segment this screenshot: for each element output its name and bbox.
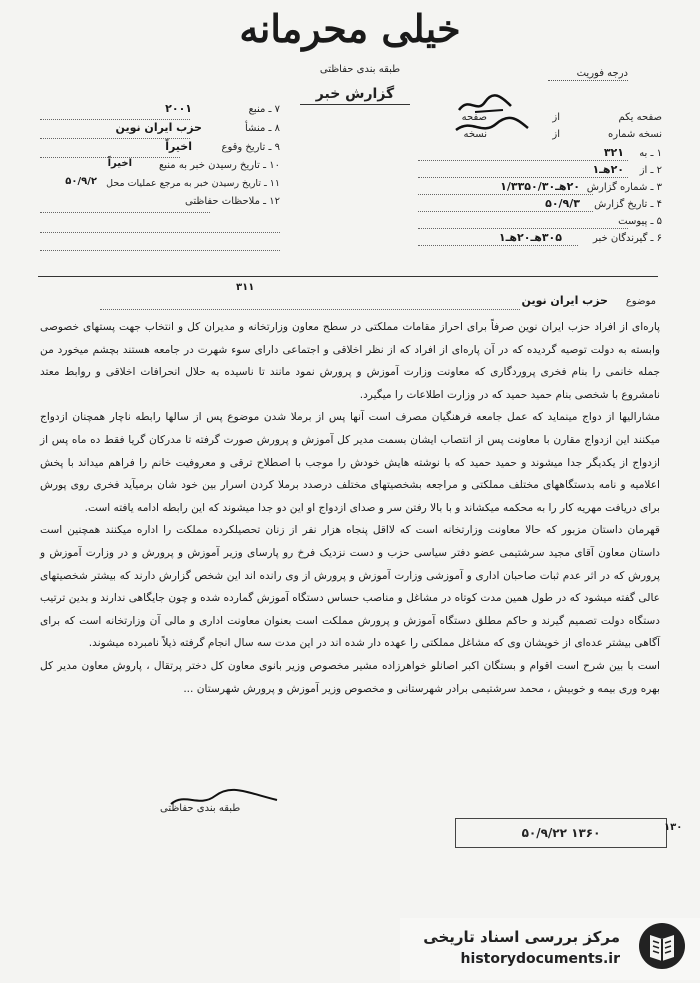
body-paragraph: مشارالیها از دواج مینماید که عمل جامعه فرهنگیان مصرف است آنها پس از برملا شدن موضوع پس از سالها رابطه ناچار همچنان ازدواج میکنند این ازدواج مقارن با معاونت پس از انتصاب ایشان بسمت مدیر کل آموزش و پرورش صورت گرفته تا مدرکان گریا فقط ده ماه پس از ازدواج از یکدیگر جدا میشوند و حمید حمید که با نوشته هایش خودش را موجب با اصطلاح ترقی و معروفیت خانم را فراهم میداند با پخش اعلامیه و نامه بدستگاههای مختلف مملکتی و مراجعه بشخصیتهای مختلف درصدد برملا کردن اسرار بین خود شان برمیآید فخری روی پورش برای دریافت مهریه کار را به محکمه میکشاند و با بالا رفتن سر و صدای ازدواج او این دو جدا میشوند که این رابطه ادامه یافته است. (40, 411, 660, 514)
classification-label: طبقه بندی حفاظتی (319, 64, 401, 75)
dotline (40, 212, 210, 213)
left-fields (40, 102, 280, 252)
archive-logo-icon (637, 921, 687, 971)
page-label-1: صفحه (461, 112, 487, 123)
dotline (418, 228, 628, 229)
field-to-value: ۳۲۱ (603, 146, 624, 159)
subject-value: حزب ایران نوین (521, 294, 608, 307)
dotline (100, 309, 520, 310)
field-recipients-value: ۳۰۵هـ۲۰هـ۱ (498, 231, 562, 244)
field-date-occurred-label: ۹ ـ تاریخ وقوع (221, 142, 280, 153)
field-date-occurred-value: اخیراً (165, 140, 192, 153)
field-report-date-label: ۴ ـ تاریخ گزارش (594, 199, 662, 210)
dotline (40, 119, 190, 120)
field-recipients-label: ۶ ـ گیرندگان خبر (592, 233, 662, 244)
from-label-1: از (552, 112, 560, 123)
field-from-value: ۲۰هـ۱ (592, 163, 624, 176)
report-body (40, 316, 660, 700)
dotline (40, 250, 280, 251)
body-paragraph: پاره‌ای از افراد حزب ایران نوین صرفاً برای احراز مقامات مملکتی در سطح معاون وزارتخانه و مدیران کل و انتخاب جهت پستهای خصوصی وابسته به دولت توصیه گردیده که در آن پاره‌ای از افراد که از نظر اخلاقی و اجتماعی دارای سوء شهرت در جامعه هستند بچشم میخورد من جمله خانمی را بنام فخری پروردگاری که معاونت وزارت آموزش و پرورش نمود مانند تا ناسیده به حلال انحرافات اخلاقی و روابط معتد نامشروع با شخصی بنام حمید حمید که در وزارت اطلاعات را میگیرد. (40, 321, 660, 401)
bottom-classification-label: طبقه بندی حفاظتی (160, 803, 241, 814)
field-attachment-label: ۵ ـ پیوست (618, 216, 662, 227)
field-to-label: ۱ ـ به (639, 148, 662, 159)
dotline (40, 232, 280, 233)
date-stamp: ۵۰/۹/۲۲ ۱۳۶۰ (455, 818, 667, 848)
field-origin-value: حزب ایران نوین (115, 121, 202, 134)
field-source-label: ۷ ـ منبع (248, 104, 280, 115)
classification-heading: خیلی محرمانه (239, 6, 461, 51)
dotline (40, 138, 190, 139)
stamp-side-mark: ۱۳۰ (664, 822, 683, 833)
dotline (418, 194, 593, 195)
watermark-url: historydocuments.ir (460, 951, 620, 967)
dotline (418, 160, 628, 161)
body-paragraph: قهرمان داستان مزبور که حالا معاونت وزارتخانه است که لااقل پنجاه هزار نفر از زنان تحصیلکرده مملکت را اداره میکنند همچنین است داستان معاون آقای مجید سرشتیمی عضو دفتر سیاسی حزب و دست نزدیک فرخ رو پارسای وزیر آموزش و پرورش و در وزارت آموزش و پرورش که در اثر عدم ثبات صاحبان اداری و آموزشی وزارت آموزش و پرورش از وی رانده اند این شخص گزارش دارند که بیشتر شخصیتهای عالی گفته میشود که در طول همین مدت کوتاه در مشاغل و مناصب حساس دستگاه آموزش گمارده شده و چون جایگاهی ندارند و بدین ترتیب دستگاه دولت تصمیم گیرند و حاکم مطلق دستگاه آموزش و پرورش مملکت است بعنوان معاونت اداری و مالی آن وزارتخانه است که برای آگاهی بیشتر عده‌ای از خویشان وی که مشاغل مملکتی را عهده دار شده اند در این مدت سه سال انجام گرفته ذیلاً نامبرده میشوند. (40, 524, 660, 650)
report-title: گزارش خبر (290, 86, 420, 102)
field-report-number-label: ۳ ـ شماره گزارش (586, 182, 662, 193)
subject-side-note: ۳۱۱ (236, 282, 255, 293)
from-label-2: از (552, 129, 560, 140)
field-date-to-source-label: ۱۰ ـ تاریخ رسیدن خبر به منبع (158, 160, 280, 171)
dotline (418, 211, 593, 212)
field-page-label: صفحه یکم (618, 112, 662, 123)
section-divider (38, 276, 658, 277)
field-source-value: ۲۰۰۱ (165, 102, 192, 115)
subject-label-text: موضوع (625, 296, 656, 307)
handwritten-signature (452, 116, 532, 143)
dotline (418, 245, 578, 246)
copy-label-2: نسخه (463, 129, 487, 140)
field-date-to-ops-value: ۵۰/۹/۲ (65, 176, 97, 187)
watermark-name: مرکز بررسی اسناد تاریخی (423, 928, 620, 946)
dotline (40, 157, 180, 158)
field-date-to-source-value: اخیراً (107, 158, 132, 169)
body-paragraph: است با بین شرح است اقوام و بستگان اکبر اصانلو خواهرزاده مشیر مخصوص وزیر بانوی معاون کل دختر پرتقال ، پاروش معاون مدیر کل بهره وری بیمه و خوبیش ، محمد سرشتیمی برادر شهرستانی و مخصوص وزیر آموزش و پرورش شهرستان ... (40, 659, 660, 695)
dotline (418, 177, 628, 178)
subject-label (626, 296, 656, 307)
priority-label: درجه فوریت (576, 68, 628, 79)
field-copy-label: نسخه شماره (608, 129, 662, 140)
field-date-to-ops-label: ۱۱ ـ تاریخ رسیدن خبر به مرجع عملیات محل (106, 178, 280, 189)
field-report-number-value: ۲۰هـ۱/۳۳۵۰/۳۰ (500, 180, 580, 193)
field-from-label: ۲ ـ از (639, 165, 662, 176)
field-report-date-value: ۵۰/۹/۳ (545, 197, 580, 210)
field-origin-label: ۸ ـ منشأ (244, 123, 280, 134)
priority-line (548, 80, 628, 81)
field-security-notes-label: ۱۲ ـ ملاحظات حفاظتی (185, 196, 280, 207)
